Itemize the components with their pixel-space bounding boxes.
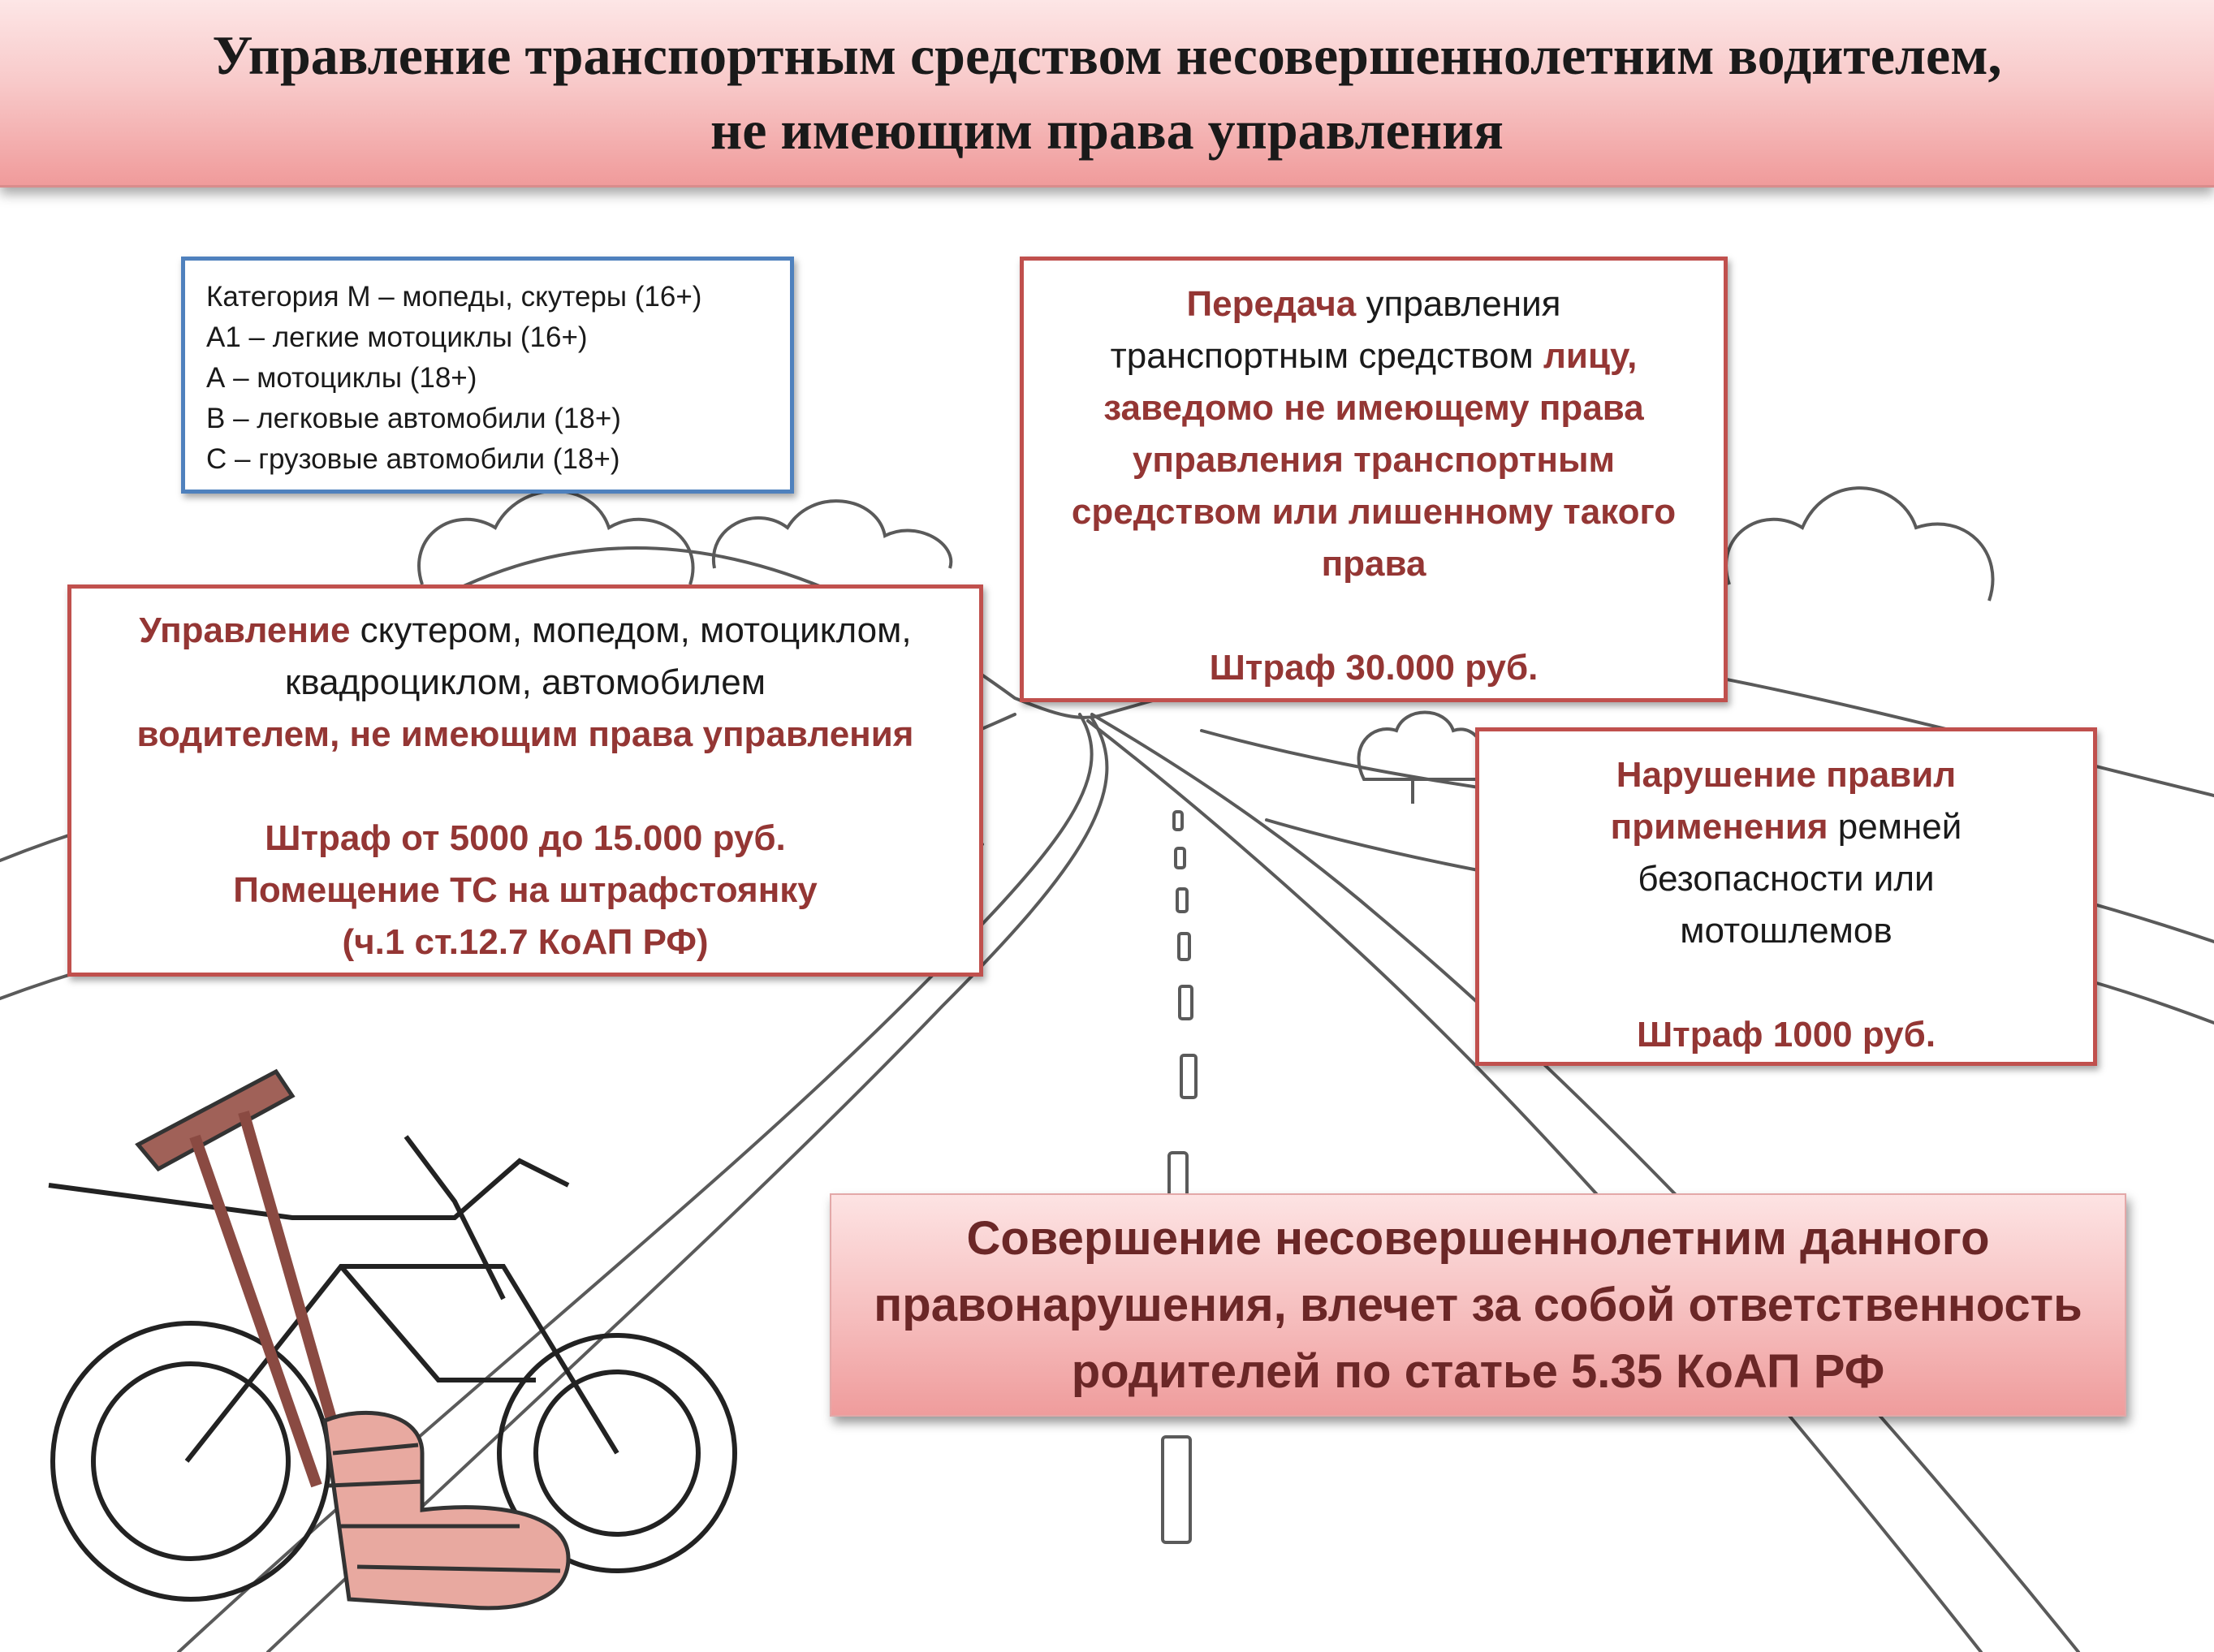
- driving-without-license-box: [67, 584, 983, 977]
- belt-helmet-box: [1475, 727, 2097, 1066]
- transfer-line2-bold: лицу,: [1543, 336, 1638, 376]
- cloud-center: [714, 501, 951, 568]
- driving-lead: Управление: [139, 610, 351, 650]
- category-item: В – легковые автомобили (18+): [206, 403, 621, 434]
- page-title-line2: не имеющим права управления: [710, 99, 1504, 161]
- belt-line2: [1479, 801, 2093, 853]
- transfer-lead: Передача: [1186, 284, 1357, 324]
- category-item: С – грузовые автомобили (18+): [206, 443, 620, 475]
- driving-line3: водителем, не имеющим права управления: [136, 714, 914, 754]
- transfer-line5: средством или лишенному такого: [1071, 492, 1677, 532]
- transfer-line2: [1024, 330, 1724, 382]
- license-categories-box: [181, 257, 794, 494]
- center-dash: [1181, 1055, 1196, 1098]
- belt-line3: безопасности или: [1638, 859, 1935, 899]
- parents-line1: Совершение несовершеннолетним данного: [966, 1211, 1990, 1265]
- title-banner: [0, 0, 2214, 188]
- center-dash: [1176, 848, 1185, 868]
- transfer-fine: Штраф 30.000 руб.: [1209, 648, 1539, 688]
- page-title-line1: Управление транспортным средством несовершеннолетним водителем,: [212, 24, 2002, 86]
- transfer-control-box: [1020, 257, 1728, 702]
- transfer-line6: права: [1321, 544, 1426, 584]
- driving-line2: квадроциклом, автомобилем: [285, 662, 766, 702]
- center-dash: [1174, 812, 1182, 830]
- center-dash: [1163, 1437, 1190, 1542]
- belt-line1: Нарушение правил: [1616, 755, 1957, 795]
- crutch-sketch: [138, 1072, 341, 1486]
- belt-line2-bold: применения: [1610, 807, 1828, 847]
- belt-fine: Штраф 1000 руб.: [1636, 1015, 1936, 1055]
- transfer-line1: [1024, 278, 1724, 330]
- center-dash: [1179, 934, 1189, 960]
- center-dash: [1180, 986, 1192, 1019]
- bandaged-leg-sketch: [325, 1413, 568, 1608]
- cloud-right: [1726, 488, 1992, 601]
- parents-line2: правонарушения, влечет за собой ответственность: [874, 1278, 2082, 1331]
- parents-line3: родителей по статье 5.35 КоАП РФ: [1071, 1344, 1885, 1398]
- transfer-line1-rest: управления: [1356, 284, 1561, 324]
- transfer-line2-plain: транспортным средством: [1110, 336, 1543, 376]
- belt-line4: мотошлемов: [1680, 911, 1892, 951]
- parents-responsibility-banner: [830, 1193, 2126, 1417]
- driving-line1-rest: скутером, мопедом, мотоциклом,: [350, 610, 912, 650]
- category-item: Категория М – мопеды, скутеры (16+): [206, 281, 702, 313]
- transfer-line4: управления транспортным: [1132, 440, 1616, 480]
- driving-article: (ч.1 ст.12.7 КоАП РФ): [342, 922, 709, 962]
- belt-line2-rest: ремней: [1828, 807, 1962, 847]
- driving-impound: Помещение ТС на штрафстоянку: [233, 870, 818, 910]
- transfer-line3: заведомо не имеющему права: [1103, 388, 1644, 428]
- category-item: А1 – легкие мотоциклы (16+): [206, 321, 588, 353]
- driving-line1: [71, 605, 979, 657]
- category-item: А – мотоциклы (18+): [206, 362, 477, 394]
- driving-fine: Штраф от 5000 до 15.000 руб.: [265, 818, 786, 858]
- cloud-left: [419, 491, 693, 584]
- center-dash: [1177, 889, 1187, 912]
